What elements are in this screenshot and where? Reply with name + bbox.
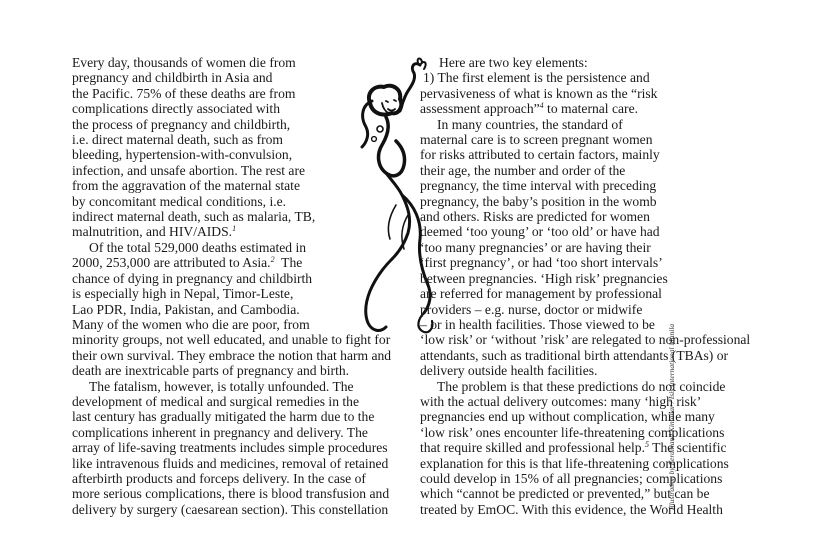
text-line: 1) The first element is the persistence and: [423, 70, 650, 86]
illustration-credit: Illustration by Ferdinand Kintanar / Isis International Manila: [667, 323, 676, 510]
text-line: complications directly associated with: [72, 101, 281, 117]
paragraph-key-elements: [420, 55, 750, 117]
text-line: chance of dying in pregnancy and childbirth: [72, 270, 313, 286]
text-line: development of medical and surgical remedies in the: [72, 393, 360, 409]
text-line: [420, 101, 750, 116]
text-line: and others. Risks are predicted for women: [420, 209, 650, 225]
right-column: [420, 55, 750, 517]
text-line: pervasiveness of what is known as the “risk: [420, 85, 658, 101]
footnote-ref: 2: [270, 255, 275, 265]
text-line: i.e. direct maternal death, such as from: [72, 132, 283, 148]
text-fragment: to maternal care.: [543, 101, 639, 117]
text-line: In many countries, the standard of: [437, 116, 623, 132]
paragraph-risk-screening: [420, 117, 750, 379]
text-line: The fatalism, however, is totally unfounded. The: [89, 378, 354, 394]
text-line: Here are two key elements:: [439, 55, 588, 70]
text-line: ‘low risk’ or ‘without ’risk’ are relegated to non-professional: [420, 332, 751, 348]
text-fragment: malnutrition, and HIV/AIDS.: [72, 224, 233, 240]
text-line: their own survival. They embrace the notion that harm and: [72, 347, 392, 363]
text-line: explanation for this is that life-threatening complications: [420, 455, 729, 471]
footnote-ref: 1: [232, 224, 237, 234]
text-line: pregnancy and childbirth in Asia and: [72, 70, 273, 86]
text-line: could develop in 15% of all pregnancies; complications: [420, 470, 723, 486]
ornament-stroke: [377, 126, 383, 132]
text-line: ‘too many pregnancies’ or are having their: [420, 239, 651, 255]
text-line: Many of the women who die are poor, from: [72, 316, 310, 332]
text-line: ‘first pregnancy’, or had ‘too short intervals’: [420, 255, 663, 271]
text-line: Every day, thousands of women die from: [72, 55, 296, 70]
text-fragment: 2000, 253,000 are attributed to Asia.: [72, 255, 271, 271]
text-line: more serious complications, there is blood transfusion and: [72, 486, 390, 502]
text-line: their age, the number and order of the: [420, 162, 626, 178]
text-line: complications inherent in pregnancy and delivery. The: [72, 424, 368, 440]
text-line: between pregnancies. ‘High risk’ pregnancies: [420, 270, 668, 286]
text-line: indirect maternal death, such as malaria, TB,: [72, 209, 316, 225]
body-stroke: [386, 173, 410, 259]
text-line: pregnancy, the time interval with preceding: [420, 178, 657, 194]
text-line: maternal care is to screen pregnant women: [420, 132, 653, 148]
text-line: bleeding, hypertension-with-convulsion,: [72, 147, 293, 163]
ornament-stroke: [372, 137, 377, 142]
text-line: is especially high in Nepal, Timor-Leste,: [72, 286, 294, 302]
text-line: [420, 440, 750, 455]
text-line: The problem is that these predictions do not coincide: [437, 378, 726, 394]
text-line: from the aggravation of the maternal state: [72, 178, 300, 194]
text-line: last century has gradually mitigated the harm due to the: [72, 409, 375, 425]
text-line: delivery by surgery (caesarean section). This constellation: [72, 501, 389, 517]
text-line: ‘low risk’ ones encounter life-threatening complications: [420, 424, 725, 440]
footnote-ref: 4: [539, 101, 544, 111]
text-line: deemed ‘too young’ or ‘too old’ or have had: [420, 224, 660, 240]
text-line: death are inextricable parts of pregnancy and birth.: [72, 363, 350, 379]
text-line: pregnancy, the baby’s position in the womb: [420, 193, 657, 209]
text-line: for risks attributed to certain factors, mainly: [420, 147, 660, 163]
text-line: Of the total 529,000 deaths estimated in: [89, 239, 307, 255]
paragraph-prediction-problem: [420, 379, 750, 518]
text-line: with the actual delivery outcomes: many ‘high risk’: [420, 393, 702, 409]
text-line: are referred for management by professional: [420, 286, 662, 302]
text-fragment: that require skilled and professional help.: [420, 440, 645, 456]
text-line: which “cannot be predicted or prevented,” but can be: [420, 486, 710, 502]
footnote-ref: 5: [645, 440, 649, 450]
body-stroke: [379, 117, 405, 176]
text-line: the Pacific. 75% of these deaths are from: [72, 85, 296, 101]
text-line: treated by EmOC. With this evidence, the World Health: [420, 501, 723, 517]
text-line: array of life-saving treatments includes simple procedures: [72, 440, 388, 456]
text-line: providers – e.g. nurse, doctor or midwife: [420, 301, 643, 317]
text-line: attendants, such as traditional birth attendants (TBAs) or: [420, 347, 729, 363]
text-line: Lao PDR, India, Pakistan, and Cambodia.: [72, 301, 300, 317]
paragraph-fatalism: [72, 379, 391, 518]
text-line: the process of pregnancy and childbirth,: [72, 116, 291, 132]
text-line: by concomitant medical conditions, i.e.: [72, 193, 287, 209]
text-fragment: The scientific: [649, 440, 727, 456]
text-fragment: assessment approach”: [420, 101, 540, 117]
text-line: minority groups, not well educated, and unable to fight for: [72, 332, 391, 348]
text-line: like intravenous fluids and medicines, removal of retained: [72, 455, 389, 471]
leg-stroke: [366, 259, 392, 330]
text-line: infection, and unsafe abortion. The rest are: [72, 162, 306, 178]
text-line: pregnancies end up without complication, while many: [420, 409, 715, 425]
text-line: – or in health facilities. Those viewed to be: [420, 316, 655, 332]
text-fragment: The: [281, 255, 303, 271]
text-line: delivery outside health facilities.: [420, 363, 598, 379]
text-line: afterbirth products and forceps delivery. In the case of: [72, 470, 366, 486]
